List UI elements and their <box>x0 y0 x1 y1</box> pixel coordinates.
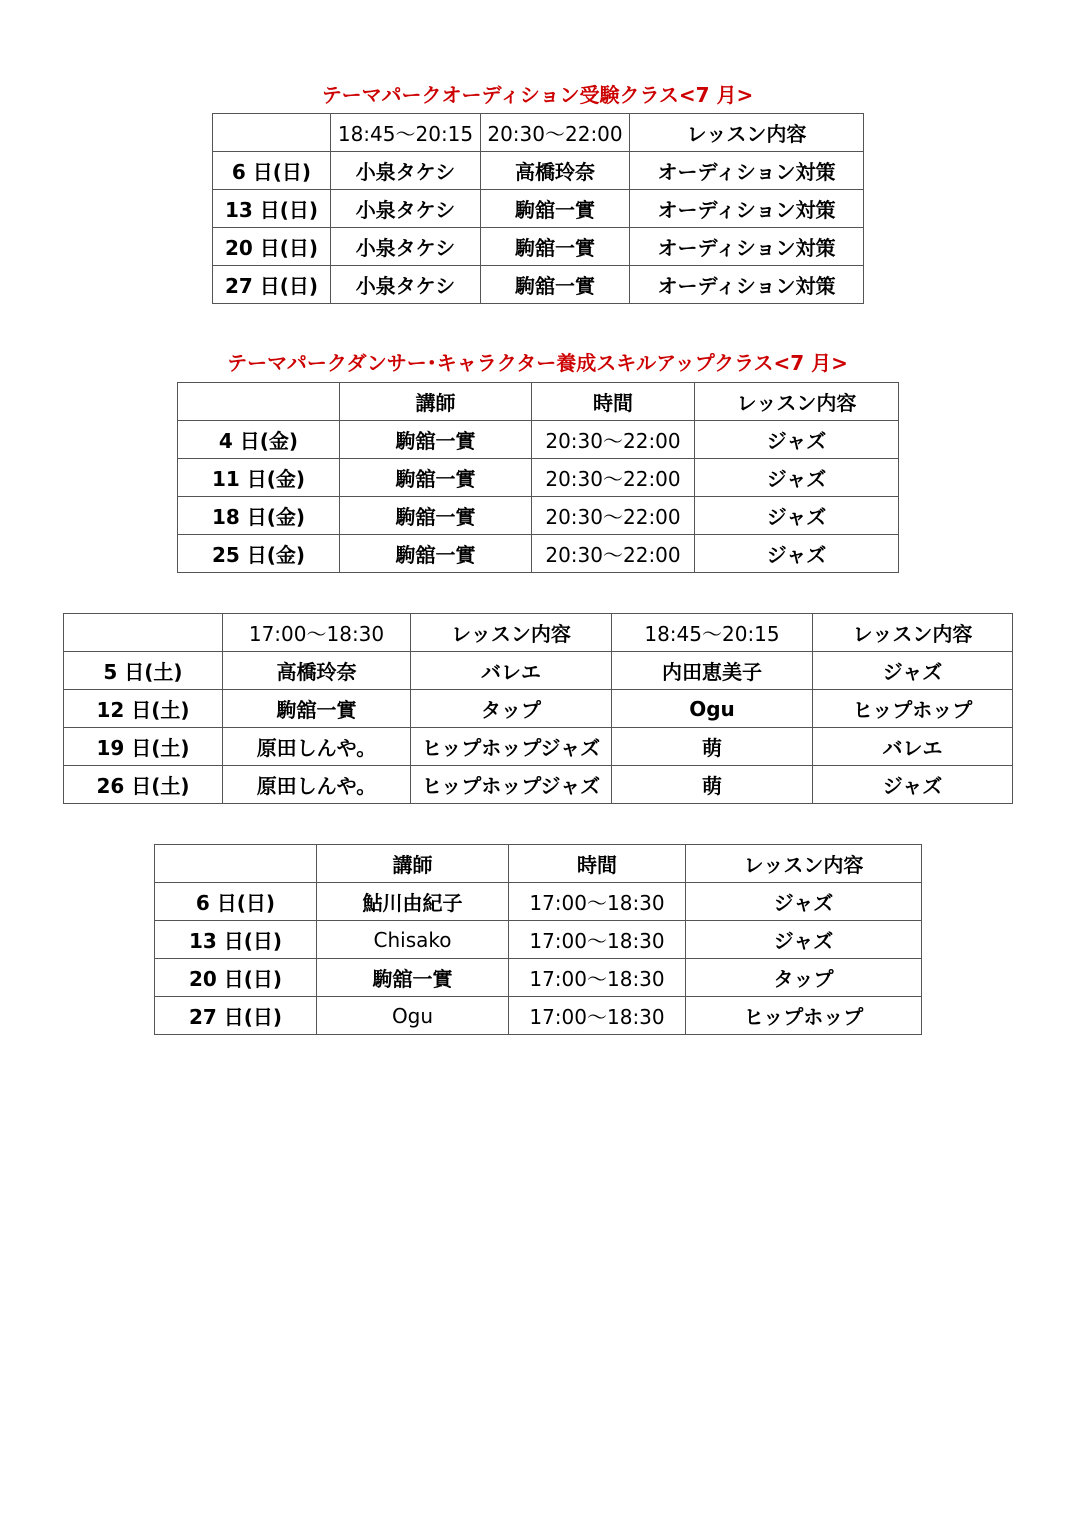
instructor-cell: 小泉タケシ <box>331 228 481 266</box>
instructor-cell: 原田しんや。 <box>223 728 411 766</box>
instructor-cell: Chisako <box>317 921 509 959</box>
lesson-cell: ジャズ <box>686 883 922 921</box>
instructor-cell: 萌 <box>612 728 813 766</box>
header-cell: 18:45～20:15 <box>612 614 813 652</box>
header-cell: レッスン内容 <box>411 614 612 652</box>
date-cell: 13 日(日) <box>213 190 331 228</box>
instructor-cell: 駒舘一實 <box>481 228 630 266</box>
table-header-row <box>155 845 922 883</box>
header-cell: 講師 <box>317 845 509 883</box>
lesson-cell: ジャズ <box>695 459 899 497</box>
instructor-cell: 駒舘一實 <box>340 459 532 497</box>
lesson-cell: ヒップホップジャズ <box>411 728 612 766</box>
lesson-cell: ジャズ <box>695 535 899 573</box>
lesson-cell: ヒップホップ <box>813 690 1013 728</box>
date-cell: 13 日(日) <box>155 921 317 959</box>
lesson-cell: ジャズ <box>813 766 1013 804</box>
table-row <box>155 883 922 921</box>
header-cell: 17:00～18:30 <box>223 614 411 652</box>
instructor-cell: 駒舘一實 <box>340 535 532 573</box>
header-cell <box>155 845 317 883</box>
sunday-class-table <box>154 844 922 1035</box>
date-cell: 5 日(土) <box>64 652 223 690</box>
date-cell: 6 日(日) <box>155 883 317 921</box>
table-row <box>64 766 1013 804</box>
section2-title: テーマパークダンサー･キャラクター養成スキルアップクラス<7 月> <box>227 351 848 375</box>
instructor-cell: 駒舘一實 <box>317 959 509 997</box>
instructor-cell: 原田しんや。 <box>223 766 411 804</box>
instructor-cell: 小泉タケシ <box>331 266 481 304</box>
time-cell: 17:00～18:30 <box>509 959 686 997</box>
header-cell <box>213 114 331 152</box>
header-cell: 時間 <box>509 845 686 883</box>
lesson-cell: バレエ <box>411 652 612 690</box>
table-row <box>178 421 899 459</box>
header-cell <box>64 614 223 652</box>
lesson-cell: オーディション対策 <box>630 266 864 304</box>
instructor-cell: 萌 <box>612 766 813 804</box>
time-cell: 20:30～22:00 <box>532 459 695 497</box>
lesson-cell: オーディション対策 <box>630 190 864 228</box>
instructor-cell: Ogu <box>317 997 509 1035</box>
instructor-cell: 高橋玲奈 <box>481 152 630 190</box>
lesson-cell: ジャズ <box>695 497 899 535</box>
date-cell: 4 日(金) <box>178 421 340 459</box>
instructor-cell: 駒舘一實 <box>481 266 630 304</box>
lesson-cell: タップ <box>686 959 922 997</box>
time-cell: 20:30～22:00 <box>532 535 695 573</box>
table-row <box>213 152 864 190</box>
instructor-cell: 駒舘一實 <box>340 421 532 459</box>
lesson-cell: タップ <box>411 690 612 728</box>
table-row <box>64 652 1013 690</box>
table-row <box>178 497 899 535</box>
table-header-row <box>64 614 1013 652</box>
instructor-cell: 内田恵美子 <box>612 652 813 690</box>
table-row <box>155 921 922 959</box>
date-cell: 27 日(日) <box>213 266 331 304</box>
time-cell: 17:00～18:30 <box>509 997 686 1035</box>
time-cell: 20:30～22:00 <box>532 421 695 459</box>
time-cell: 20:30～22:00 <box>532 497 695 535</box>
audition-class-table <box>212 113 864 304</box>
instructor-cell: 駒舘一實 <box>223 690 411 728</box>
date-cell: 19 日(土) <box>64 728 223 766</box>
header-cell: 講師 <box>340 383 532 421</box>
date-cell: 18 日(金) <box>178 497 340 535</box>
date-cell: 11 日(金) <box>178 459 340 497</box>
instructor-cell: 駒舘一實 <box>481 190 630 228</box>
date-cell: 20 日(日) <box>213 228 331 266</box>
table-row <box>64 728 1013 766</box>
table-row <box>155 959 922 997</box>
lesson-cell: ヒップホップ <box>686 997 922 1035</box>
table-row <box>178 459 899 497</box>
lesson-cell: バレエ <box>813 728 1013 766</box>
table-row <box>155 997 922 1035</box>
header-cell: 20:30～22:00 <box>481 114 630 152</box>
skillup-class-table <box>177 382 899 573</box>
table-row <box>64 690 1013 728</box>
header-cell: レッスン内容 <box>695 383 899 421</box>
instructor-cell: 小泉タケシ <box>331 190 481 228</box>
time-cell: 17:00～18:30 <box>509 921 686 959</box>
instructor-cell: 鮎川由紀子 <box>317 883 509 921</box>
header-cell: レッスン内容 <box>686 845 922 883</box>
table-row <box>213 228 864 266</box>
lesson-cell: ヒップホップジャズ <box>411 766 612 804</box>
lesson-cell: オーディション対策 <box>630 152 864 190</box>
header-cell: レッスン内容 <box>630 114 864 152</box>
date-cell: 27 日(日) <box>155 997 317 1035</box>
header-cell: レッスン内容 <box>813 614 1013 652</box>
saturday-class-table <box>63 613 1013 804</box>
date-cell: 6 日(日) <box>213 152 331 190</box>
table-header-row <box>178 383 899 421</box>
table-row <box>178 535 899 573</box>
date-cell: 12 日(土) <box>64 690 223 728</box>
date-cell: 25 日(金) <box>178 535 340 573</box>
lesson-cell: ジャズ <box>813 652 1013 690</box>
time-cell: 17:00～18:30 <box>509 883 686 921</box>
lesson-cell: ジャズ <box>695 421 899 459</box>
date-cell: 20 日(日) <box>155 959 317 997</box>
date-cell: 26 日(土) <box>64 766 223 804</box>
table-row <box>213 266 864 304</box>
instructor-cell: 小泉タケシ <box>331 152 481 190</box>
lesson-cell: ジャズ <box>686 921 922 959</box>
section1-title: テーマパークオーディション受験クラス<7 月> <box>321 83 754 107</box>
instructor-cell: Ogu <box>612 690 813 728</box>
instructor-cell: 高橋玲奈 <box>223 652 411 690</box>
header-cell <box>178 383 340 421</box>
header-cell: 時間 <box>532 383 695 421</box>
header-cell: 18:45～20:15 <box>331 114 481 152</box>
instructor-cell: 駒舘一實 <box>340 497 532 535</box>
lesson-cell: オーディション対策 <box>630 228 864 266</box>
table-header-row <box>213 114 864 152</box>
table-row <box>213 190 864 228</box>
